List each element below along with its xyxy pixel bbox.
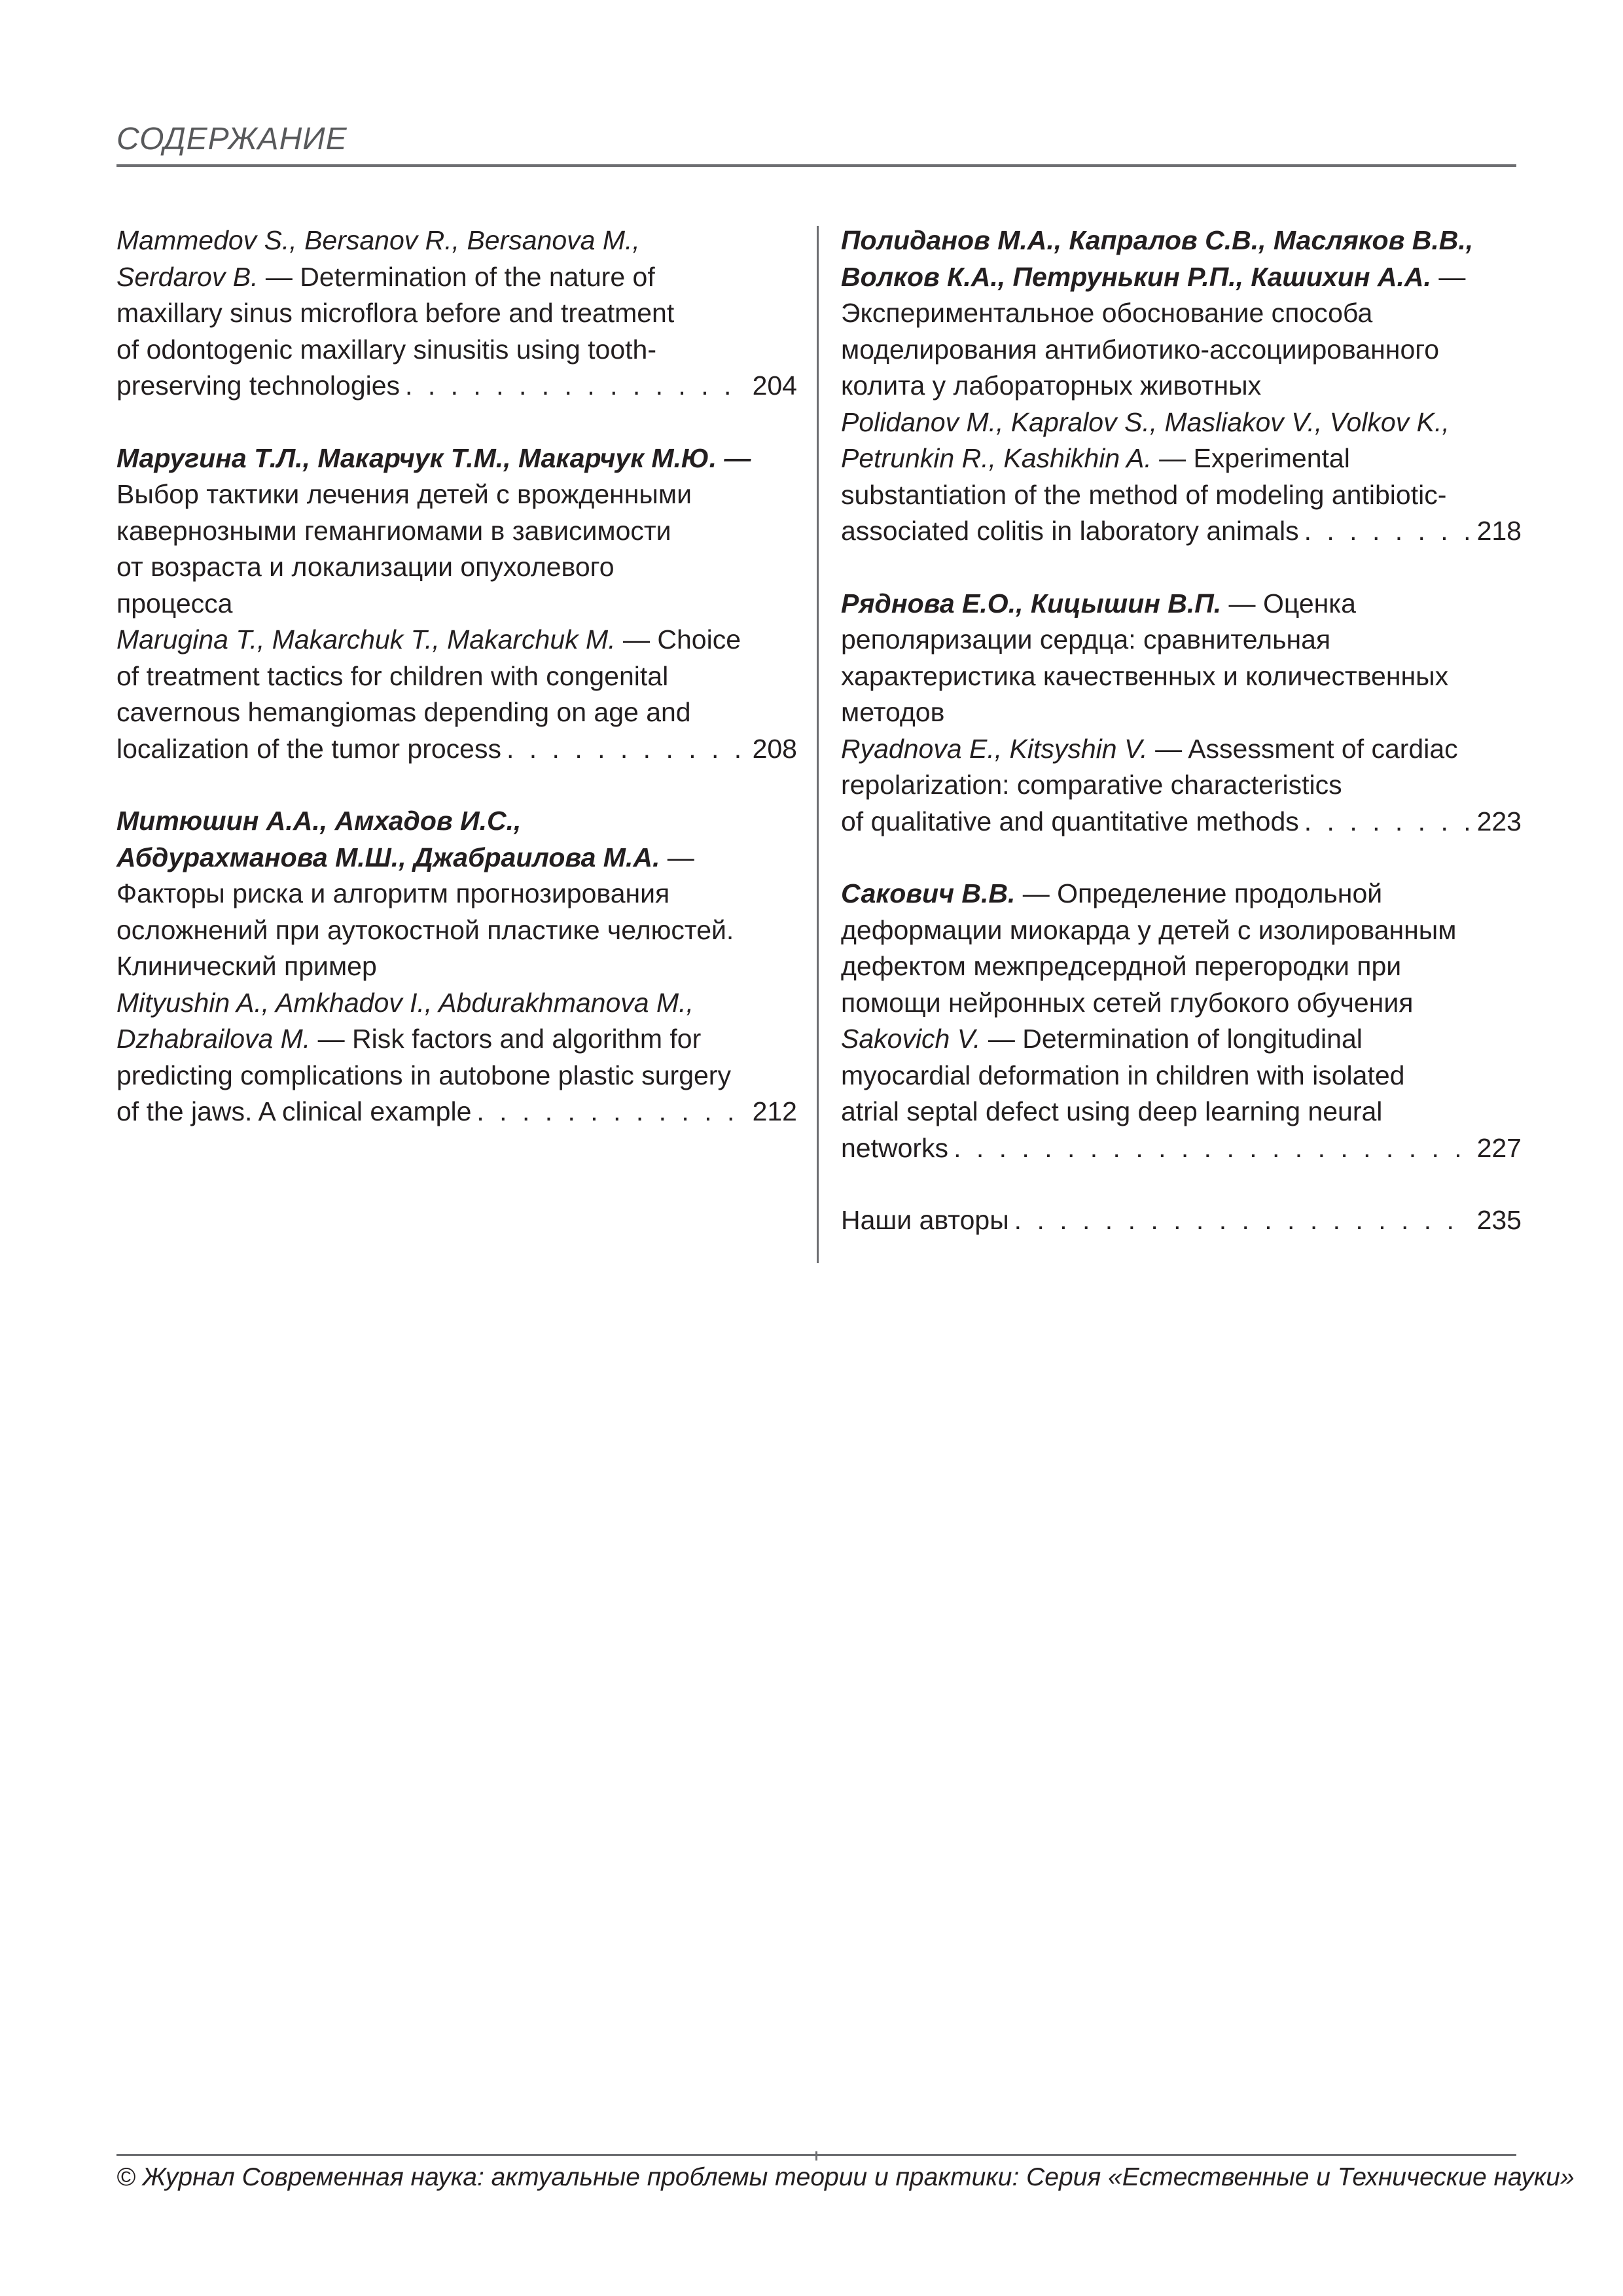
section-title: СОДЕРЖАНИЕ	[116, 122, 348, 156]
ru-authors: Ряднова Е.О., Кицышин В.П.	[841, 588, 1222, 619]
ru-line: Клинический пример	[116, 951, 377, 981]
toc-leader	[116, 368, 797, 404]
ru-authors: Митюшин А.А., Амхадов И.С.,	[116, 806, 522, 836]
toc-entry-marugina[interactable]	[116, 440, 797, 768]
toc-entry-mammedov[interactable]	[116, 223, 797, 404]
ru-line: Выбор тактики лечения детей с врожденными	[116, 479, 692, 509]
en-line: Petrunkin R., Kashikhin A. — Experimental	[841, 443, 1350, 473]
toc-last-line: localization of the tumor process	[116, 733, 501, 764]
en-authors: Mityushin A., Amkhadov I., Abdurakhmanova M.,	[116, 987, 694, 1018]
header-divider	[116, 164, 1516, 167]
toc-last-line: of qualitative and quantitative methods	[841, 806, 1299, 836]
ru-line: деформации миокарда у детей с изолированным	[841, 914, 1457, 945]
en-line: maxillary sinus microflora before and treatment	[116, 298, 675, 328]
ru-line	[841, 223, 1522, 259]
page-number: 204	[752, 370, 797, 401]
toc-entry-ryadnova[interactable]	[841, 586, 1522, 840]
en-line: atrial septal defect using deep learning neural	[841, 1096, 1383, 1126]
en-authors: Serdarov B.	[116, 261, 259, 292]
en-line: repolarization: comparative characteristics	[841, 770, 1342, 800]
right-column	[841, 223, 1522, 1275]
en-line: Sakovich V. — Determination of longitudinal	[841, 1024, 1363, 1054]
page-number: 235	[1476, 1205, 1522, 1235]
en-line: Ryadnova E., Kitsyshin V. — Assessment of cardiac	[841, 733, 1458, 764]
en-authors: Mammedov S., Bersanov R., Bersanova M.,	[116, 225, 640, 255]
column-divider	[817, 226, 819, 1263]
en-line	[116, 985, 797, 1022]
page-number: 227	[1476, 1132, 1522, 1163]
en-line: Serdarov B. — Determination of the nature of	[116, 261, 655, 292]
ru-line: осложнений при аутокостной пластике челюстей.	[116, 914, 734, 945]
toc-leader	[841, 1130, 1522, 1167]
en-authors: Dzhabrailova M.	[116, 1024, 311, 1054]
ru-authors: Абдурахманова М.Ш., Джабраилова М.А.	[116, 842, 660, 872]
ru-line: колита у лабораторных животных	[841, 370, 1262, 401]
ru-line	[116, 803, 797, 840]
dot-leader	[1014, 1202, 1472, 1239]
dot-leader	[954, 1130, 1472, 1167]
toc-last-line: of the jaws. A clinical example	[116, 1096, 472, 1126]
en-line: substantiation of the method of modeling antibiotic-	[841, 479, 1447, 510]
ru-line: методов	[841, 697, 945, 727]
ru-line: характеристика качественных и количественных	[841, 660, 1449, 691]
ru-line	[116, 440, 797, 477]
ru-line: Экспериментальное обоснование способа	[841, 298, 1373, 328]
toc-last-line: networks	[841, 1132, 949, 1163]
en-line	[841, 404, 1522, 441]
toc-last-line: preserving technologies	[116, 370, 401, 401]
dot-leader	[507, 731, 747, 768]
ru-line: процесса	[116, 588, 233, 619]
toc-leader	[841, 804, 1522, 840]
en-authors: Sakovich V.	[841, 1024, 981, 1054]
ru-line: Ряднова Е.О., Кицышин В.П. — Оценка	[841, 588, 1356, 619]
ru-authors: Полиданов М.А., Капралов С.В., Масляков В.В.,	[841, 225, 1474, 255]
ru-line: Волков К.А., Петрунькин Р.П., Кашихин А.А. —	[841, 261, 1466, 292]
page-number: 218	[1476, 516, 1522, 546]
toc-entry-mityushin[interactable]	[116, 803, 797, 1130]
ru-line: дефектом межпредсердной перегородки при	[841, 951, 1402, 981]
left-column	[116, 223, 797, 1166]
page-number: 208	[752, 733, 797, 764]
page-number: 223	[1476, 806, 1522, 836]
dot-leader	[405, 368, 747, 404]
ru-line: Сакович В.В. — Определение продольной	[841, 878, 1383, 908]
footer-copyright: © Журнал Современная наука: актуальные проблемы теории и практики: Серия «Естественные и Технические науки»	[116, 2163, 1575, 2191]
en-line: of treatment tactics for children with congenital	[116, 660, 669, 691]
dot-leader	[1304, 513, 1472, 550]
en-line	[116, 223, 797, 259]
ru-line: реполяризации сердца: сравнительная	[841, 624, 1331, 655]
ru-authors: Волков К.А., Петрунькин Р.П., Кашихин А.А.	[841, 261, 1431, 292]
en-authors: Ryadnova E., Kitsyshin V.	[841, 733, 1148, 764]
en-authors: Marugina T., Makarchuk T., Makarchuk M.	[116, 624, 616, 655]
dot-leader	[476, 1094, 747, 1130]
en-line: myocardial deformation in children with isolated	[841, 1060, 1405, 1090]
en-line: cavernous hemangiomas depending on age and	[116, 697, 691, 727]
toc-last-line: associated colitis in laboratory animals	[841, 516, 1299, 546]
ru-line: моделирования антибиотико-ассоциированного	[841, 334, 1440, 365]
center-tick-mark	[815, 2151, 817, 2161]
ru-authors: Маругина Т.Л., Макарчук Т.М., Макарчук М.Ю. —	[116, 442, 751, 473]
footer-divider	[116, 2154, 1516, 2156]
ru-line: Факторы риска и алгоритм прогнозирования	[116, 878, 670, 908]
page-number: 212	[752, 1096, 797, 1126]
ru-line: от возраста и локализации опухолевого	[116, 552, 615, 582]
en-line: predicting complications in autobone plastic surgery	[116, 1060, 731, 1090]
ru-line: Абдурахманова М.Ш., Джабраилова М.А. —	[116, 842, 694, 872]
en-line: of odontogenic maxillary sinusitis using tooth-	[116, 334, 656, 365]
en-line: Marugina T., Makarchuk T., Makarchuk M. — Choice	[116, 624, 741, 655]
toc-entry-polidanov[interactable]	[841, 223, 1522, 550]
toc-last-line: Наши авторы	[841, 1205, 1009, 1235]
ru-authors: Сакович В.В.	[841, 878, 1016, 908]
en-line: Dzhabrailova M. — Risk factors and algorithm for	[116, 1024, 702, 1054]
toc-leader	[116, 1094, 797, 1130]
toc-leader	[841, 1202, 1522, 1239]
en-authors: Petrunkin R., Kashikhin A.	[841, 443, 1152, 473]
toc-entry-our-authors[interactable]	[841, 1202, 1522, 1239]
toc-entry-sakovich[interactable]	[841, 876, 1522, 1166]
dot-leader	[1304, 804, 1472, 840]
en-authors: Polidanov M., Kapralov S., Masliakov V., Volkov K.,	[841, 406, 1450, 437]
toc-leader	[841, 513, 1522, 550]
ru-line: кавернозными гемангиомами в зависимости	[116, 515, 671, 546]
ru-line: помощи нейронных сетей глубокого обучения	[841, 987, 1414, 1018]
toc-leader	[116, 731, 797, 768]
